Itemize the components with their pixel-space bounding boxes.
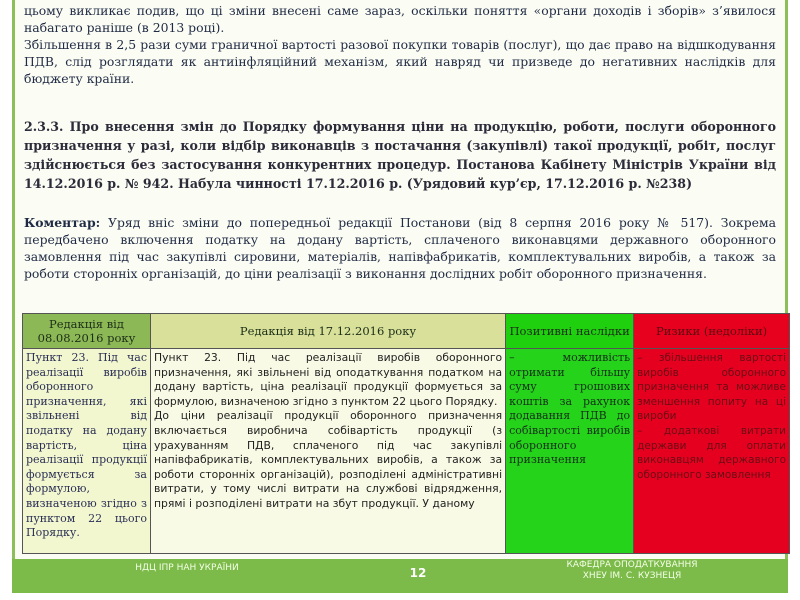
- cell-risks: – збільшення вартості виробів оборонного призначення та можливе зменшення попиту на ці вироби – додаткові витрати держави для оплати виконавцям державного оборонного замовлення: [634, 349, 790, 554]
- header-positive: Позитивні наслідки: [506, 314, 634, 349]
- header-old-edition: Редакція від 08.08.2016 року: [23, 314, 151, 349]
- comment-text: Уряд вніс зміни до попередньої редакції Постанови (від 8 серпня 2016 року № 517). Зокрема передбачено включення податку на додану вартість, сплаченого виконавцями державного оборонного замовлення під час закупівлі сировини, матеріалів, напівфабрикатів, комплектувальних виробів, а також за роботи сторонніх організацій, до ціни реалізації з виконання дослідних робіт оборонного призначення.: [24, 215, 776, 281]
- table-header-row: [23, 314, 790, 349]
- cell-old-edition: Пункт 23. Під час реалізації виробів оборонного призначення, які звільнені від податку на додану вартість, ціна реалізації продукції формується за формулою, визначеною згідно з пунктом 22 цього Порядку.: [23, 349, 151, 554]
- cell-new-edition: Пункт 23. Під час реалізації виробів оборонного призначення, які звільнені від оподаткування податком на додану вартість, ціна реалізації продукції формується за формулою, визначеною згідно з пунктом 22 цього Порядку. До ціни реалізації продукції оборонного призначення включається виробнича собівартість продукції (з урахуванням ПДВ, сплаченого під час закупівлі напівфабрикатів, комплектувальних виробів, а також за роботи сторонніх організацій), розподілені адміністративні витрати, у тому числі витрати на службові відрядження, прямі і розподілені витрати на збут продукції. У даному: [151, 349, 506, 554]
- comment-label: Коментар:: [24, 215, 101, 230]
- footer-institute: НДЦ ІПР НАН УКРАЇНИ: [135, 563, 239, 573]
- footer-department: [532, 560, 732, 582]
- header-new-edition: Редакція від 17.12.2016 року: [151, 314, 506, 349]
- table-row: [23, 349, 790, 554]
- intro-line: цьому викликає подив, що ці зміни внесені саме зараз, оскільки поняття «органи доходів і зборів» з’явилося набагато раніше (в 2013 році).: [24, 3, 776, 35]
- footer-bar: [12, 559, 788, 593]
- page-number: 12: [409, 566, 427, 580]
- footer-department-line1: КАФЕДРА ОПОДАТКУВАННЯ: [566, 560, 698, 570]
- header-risks: Ризики (недоліки): [634, 314, 790, 349]
- footer-department-line2: ХНЕУ ІМ. С. КУЗНЕЦЯ: [582, 571, 682, 581]
- intro-paragraph-vat: Збільшення в 2,5 рази суми граничної вартості разової покупки товарів (послуг), що дає право на відшкодування ПДВ, слід розглядати як антиінфляційний механізм, який навряд чи призведе до негативних наслідків для бюджету країни.: [24, 37, 776, 86]
- comparison-table: [22, 313, 790, 554]
- cell-positive: – можливість отримати більшу суму грошових коштів за рахунок додавання ПДВ до собівартості виробів оборонного призначення: [506, 349, 634, 554]
- comment-paragraph: [24, 214, 776, 282]
- intro-paragraph: [24, 2, 776, 87]
- section-heading: 2.3.3. Про внесення змін до Порядку формування ціни на продукцію, роботи, послуги оборонного призначення у разі, коли відбір виконавців з постачання (закупівлі) такої продукції, робіт, послуг здійснюється без застосування конкурентних процедур. Постанова Кабінету Міністрів України від 14.12.2016 р. № 942. Набула чинності 17.12.2016 р. (Урядовий кур’єр, 17.12.2016 р. №238): [24, 119, 776, 191]
